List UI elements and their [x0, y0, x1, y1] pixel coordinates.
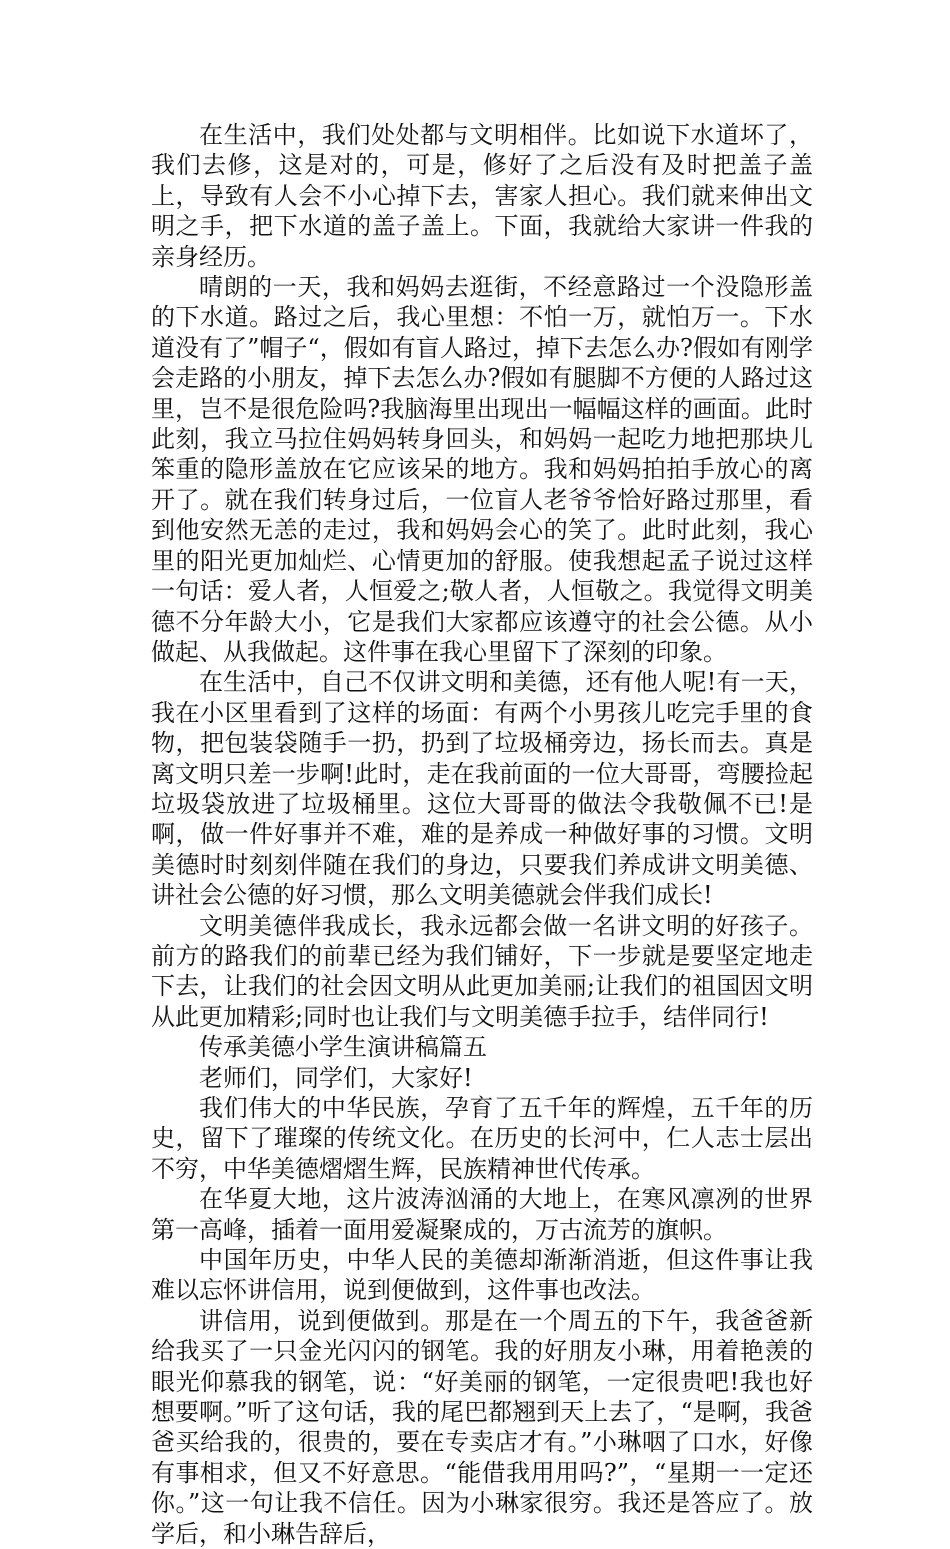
section-heading: 传承美德小学生演讲稿篇五	[199, 1033, 487, 1062]
paragraph: 在生活中，我们处处都与文明相伴。比如说下水道坏了，我们去修，这是对的，可是，修好了之后没有及时把盖子盖上，导致有人会不小心掉下去，害家人担心。我们就来伸出文明之手，把下水道的盖子盖上。下面，我就给大家讲一件我的亲身经历。	[151, 121, 813, 271]
paragraph: 我们伟大的中华民族，孕育了五千年的辉煌，五千年的历史，留下了璀璨的传统文化。在历史的长河中，仁人志士层出不穷，中华美德熠熠生辉，民族精神世代传承。	[151, 1094, 813, 1183]
paragraph: 晴朗的一天，我和妈妈去逛街，不经意路过一个没隐形盖的下水道。路过之后，我心里想：不怕一万，就怕万一。下水道没有了”帽子“，假如有盲人路过，掉下去怎么办?假如有刚学会走路的小朋友，掉下去怎么办?假如有腿脚不方便的人路过这里，岂不是很危险吗?我脑海里出现出一幅幅这样的画面。此时此刻，我立马拉住妈妈转身回头，和妈妈一起吃力地把那块儿笨重的隐形盖放在它应该呆的地方。我和妈妈拍拍手放心的离开了。就在我们转身过后，一位盲人老爷爷恰好路过那里，看到他安然无恙的走过，我和妈妈会心的笑了。此时此刻，我心里的阳光更加灿烂、心情更加的舒服。使我想起孟子说过这样一句话：爱人者，人恒爱之;敬人者，人恒敬之。我觉得文明美德不分年龄大小，它是我们大家都应该遵守的社会公德。从小做起、从我做起。这件事在我心里留下了深刻的印象。	[151, 273, 813, 666]
paragraph: 文明美德伴我成长，我永远都会做一名讲文明的好孩子。前方的路我们的前辈已经为我们铺好，下一步就是要坚定地走下去，让我们的社会因文明从此更加美丽;让我们的祖国因文明从此更加精彩;同时也让我们与文明美德手拉手，结伴同行!	[151, 911, 813, 1031]
paragraph: 在华夏大地，这片波涛汹涌的大地上，在寒风凛冽的世界第一高峰，插着一面用爱凝聚成的，万古流芳的旗帜。	[151, 1185, 813, 1244]
paragraph: 讲信用，说到便做到。那是在一个周五的下午，我爸爸新给我买了一只金光闪闪的钢笔。我的好朋友小琳，用着艳羡的眼光仰慕我的钢笔，说：“好美丽的钢笔，一定很贵吧!我也好想要啊。”听了这句话，我的尾巴都翘到天上去了，“是啊，我爸爸买给我的，很贵的，要在专卖店才有。”小琳咽了口水，好像有事相求，但又不好意思。“能借我用用吗?”，“星期一一定还你。”这一句让我不信任。因为小琳家很穷。我还是答应了。放学后，和小琳告辞后，	[151, 1306, 813, 1548]
greeting-line: 老师们，同学们，大家好!	[199, 1063, 473, 1092]
document-body	[151, 120, 813, 1549]
paragraph: 中国年历史，中华人民的美德却渐渐消逝，但这件事让我难以忘怀讲信用，说到便做到，这件事也改法。	[151, 1246, 813, 1305]
paragraph: 在生活中，自己不仅讲文明和美德，还有他人呢!有一天，我在小区里看到了这样的场面：有两个小男孩儿吃完手里的食物，把包装袋随手一扔，扔到了垃圾桶旁边，扬长而去。真是离文明只差一步啊!此时，走在我前面的一位大哥哥，弯腰捡起垃圾袋放进了垃圾桶里。这位大哥哥的做法令我敬佩不已!是啊，做一件好事并不难，难的是养成一种做好事的习惯。文明美德时时刻刻伴随在我们的身边，只要我们养成讲文明美德、讲社会公德的好习惯，那么文明美德就会伴我们成长!	[151, 668, 813, 910]
